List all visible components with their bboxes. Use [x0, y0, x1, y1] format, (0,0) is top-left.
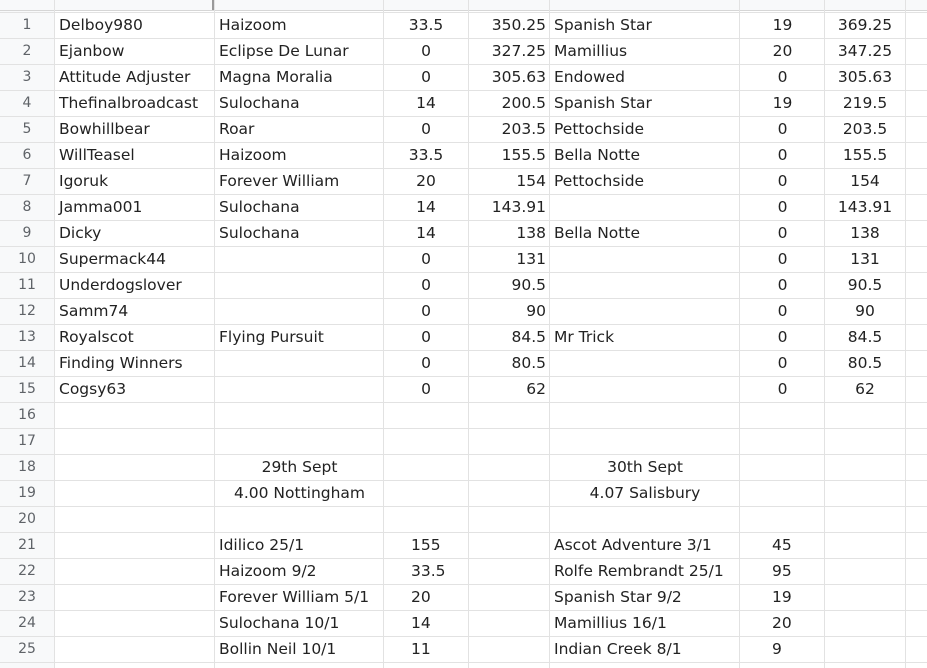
row-number: 9	[22, 225, 32, 241]
row-number: 22	[18, 563, 36, 579]
total-1-cell[interactable]: 90.5	[511, 276, 546, 294]
row-number: 8	[22, 199, 32, 215]
total-2-cell[interactable]: 347.25	[837, 42, 893, 60]
table-row	[0, 298, 927, 324]
result-points-1-cell[interactable]: 14	[411, 614, 431, 632]
total-2-cell[interactable]: 143.91	[837, 198, 893, 216]
player-name-cell[interactable]: Ejanbow	[59, 42, 125, 60]
result-horse-2-cell[interactable]: Spanish Star 9/2	[554, 588, 682, 606]
total-1-cell[interactable]: 143.91	[491, 198, 546, 216]
total-2-cell[interactable]: 155.5	[842, 146, 888, 164]
player-name-cell[interactable]: Finding Winners	[59, 354, 183, 372]
total-1-cell[interactable]: 154	[516, 172, 546, 190]
points-1-cell[interactable]: 14	[416, 198, 436, 216]
table-row	[0, 12, 927, 38]
player-name-cell[interactable]: Underdogslover	[59, 276, 182, 294]
result-horse-1-cell[interactable]: Sulochana 10/1	[219, 614, 340, 632]
player-name-cell[interactable]: WillTeasel	[59, 146, 135, 164]
row-number: 6	[22, 147, 32, 163]
result-horse-2-cell[interactable]: Rolfe Rembrandt 25/1	[554, 562, 724, 580]
result-points-1-cell[interactable]: 33.5	[411, 562, 446, 580]
total-1-cell[interactable]: 131	[516, 250, 546, 268]
total-2-cell[interactable]: 369.25	[837, 16, 893, 34]
row-number: 24	[18, 615, 36, 631]
total-1-cell[interactable]: 155.5	[501, 146, 546, 164]
points-2-cell[interactable]: 20	[772, 42, 793, 60]
player-name-cell[interactable]: Samm74	[59, 302, 129, 320]
total-2-cell[interactable]: 90	[855, 302, 875, 320]
row-number: 14	[18, 355, 36, 371]
table-row	[0, 584, 927, 610]
points-1-cell[interactable]: 0	[421, 250, 431, 268]
pick-2-cell[interactable]: Mamillius	[554, 42, 628, 60]
points-1-cell[interactable]: 0	[421, 42, 431, 60]
race-2-date[interactable]: 30th Sept	[607, 458, 683, 476]
table-row	[0, 142, 927, 168]
pick-1-cell[interactable]: Forever William	[219, 172, 340, 190]
pick-1-cell[interactable]: Magna Moralia	[219, 68, 333, 86]
points-2-cell[interactable]: 0	[777, 328, 788, 346]
row-number: 19	[18, 485, 36, 501]
table-row	[0, 220, 927, 246]
pick-2-cell[interactable]	[550, 272, 740, 298]
row-number: 20	[18, 511, 36, 527]
pick-1-cell[interactable]: Sulochana	[219, 198, 300, 216]
points-2-cell[interactable]: 0	[777, 172, 788, 190]
row-number: 12	[18, 303, 36, 319]
pick-2-cell[interactable]	[550, 376, 740, 402]
points-1-cell[interactable]: 0	[421, 276, 431, 294]
row-number: 3	[22, 69, 32, 85]
player-name-cell[interactable]: Supermack44	[59, 250, 166, 268]
total-2-cell[interactable]: 203.5	[842, 120, 888, 138]
total-2-cell[interactable]: 80.5	[847, 354, 883, 372]
pick-2-cell[interactable]: Pettochside	[554, 120, 645, 138]
row-number: 25	[18, 641, 36, 657]
points-2-cell[interactable]: 0	[777, 146, 788, 164]
points-2-cell[interactable]: 19	[772, 16, 793, 34]
pick-2-cell[interactable]	[550, 246, 740, 272]
row-number: 11	[18, 277, 36, 293]
row-number: 10	[18, 251, 36, 267]
points-1-cell[interactable]: 0	[421, 328, 431, 346]
points-1-cell[interactable]: 33.5	[408, 146, 444, 164]
race-1-date[interactable]: 29th Sept	[261, 458, 338, 476]
table-row	[0, 532, 927, 558]
pick-2-cell[interactable]: Endowed	[554, 68, 625, 86]
total-2-cell[interactable]: 131	[850, 250, 880, 268]
table-row	[0, 506, 927, 532]
points-2-cell[interactable]: 0	[777, 120, 788, 138]
total-2-cell[interactable]: 138	[850, 224, 880, 242]
table-row	[0, 636, 927, 662]
points-1-cell[interactable]: 0	[421, 380, 431, 398]
points-2-cell[interactable]: 0	[777, 354, 788, 372]
points-2-cell[interactable]: 0	[777, 302, 788, 320]
row-number: 1	[22, 17, 32, 33]
total-1-cell[interactable]: 200.5	[501, 94, 546, 112]
result-horse-1-cell[interactable]: Haizoom 9/2	[219, 562, 317, 580]
player-name-cell[interactable]: Royalscot	[59, 328, 134, 346]
points-2-cell[interactable]: 0	[777, 224, 788, 242]
points-1-cell[interactable]: 14	[416, 224, 436, 242]
race-1-venue[interactable]: 4.00 Nottingham	[233, 484, 366, 502]
points-2-cell[interactable]: 0	[777, 68, 788, 86]
table-row	[0, 168, 927, 194]
table-row	[0, 64, 927, 90]
row-number: 4	[22, 95, 32, 111]
player-name-cell[interactable]: Bowhillbear	[59, 120, 150, 138]
pick-2-cell[interactable]	[550, 298, 740, 324]
player-name-cell[interactable]: Igoruk	[59, 172, 109, 190]
result-points-1-cell[interactable]: 20	[411, 588, 431, 606]
total-2-cell[interactable]: 219.5	[842, 94, 888, 112]
row-number: 23	[18, 589, 36, 605]
points-1-cell[interactable]: 0	[421, 120, 431, 138]
table-row	[0, 272, 927, 298]
total-2-cell[interactable]: 90.5	[847, 276, 883, 294]
row-gridline	[0, 662, 927, 663]
table-row	[0, 194, 927, 220]
row-number: 17	[18, 433, 36, 449]
table-row	[0, 428, 927, 454]
table-row	[0, 116, 927, 142]
result-horse-1-cell[interactable]: Bollin Neil 10/1	[219, 640, 337, 658]
player-name-cell[interactable]: Attitude Adjuster	[59, 68, 191, 86]
result-points-1-cell[interactable]: 155	[411, 536, 441, 554]
points-1-cell[interactable]: 0	[421, 354, 431, 372]
table-row	[0, 90, 927, 116]
table-row	[0, 480, 927, 506]
points-1-cell[interactable]: 0	[421, 68, 431, 86]
table-row	[0, 558, 927, 584]
result-points-2-cell[interactable]: 45	[772, 536, 792, 554]
total-1-cell[interactable]: 90	[526, 302, 546, 320]
total-1-cell[interactable]: 62	[526, 380, 546, 398]
pick-1-cell[interactable]	[215, 298, 383, 324]
pick-1-cell[interactable]	[215, 246, 383, 272]
result-points-2-cell[interactable]: 9	[772, 640, 782, 658]
pick-2-cell[interactable]: Pettochside	[554, 172, 645, 190]
total-1-cell[interactable]: 327.25	[491, 42, 546, 60]
result-horse-2-cell[interactable]: Indian Creek 8/1	[554, 640, 682, 658]
pick-2-cell[interactable]: Bella Notte	[554, 146, 640, 164]
pick-1-cell[interactable]: Haizoom	[219, 146, 287, 164]
row-number: 13	[18, 329, 36, 345]
result-points-2-cell[interactable]: 19	[772, 588, 792, 606]
race-2-venue[interactable]: 4.07 Salisbury	[589, 484, 701, 502]
points-1-cell[interactable]: 20	[416, 172, 436, 190]
result-horse-2-cell[interactable]: Ascot Adventure 3/1	[554, 536, 712, 554]
total-2-cell[interactable]: 154	[850, 172, 880, 190]
player-name-cell[interactable]: Cogsy63	[59, 380, 127, 398]
total-1-cell[interactable]: 84.5	[511, 328, 546, 346]
pick-1-cell[interactable]	[215, 272, 383, 298]
points-2-cell[interactable]: 0	[777, 250, 788, 268]
row-number: 2	[22, 43, 32, 59]
total-1-cell[interactable]: 305.63	[491, 68, 546, 86]
total-2-cell[interactable]: 62	[855, 380, 875, 398]
table-row	[0, 402, 927, 428]
row-number: 15	[18, 381, 36, 397]
pick-1-cell[interactable]	[215, 376, 383, 402]
column-header-bar	[0, 0, 927, 11]
points-1-cell[interactable]: 14	[416, 94, 436, 112]
row-number: 18	[18, 459, 36, 475]
pick-1-cell[interactable]	[215, 350, 383, 376]
table-row	[0, 324, 927, 350]
player-name-cell[interactable]: Dicky	[59, 224, 102, 242]
pick-2-cell[interactable]: Spanish Star	[554, 16, 652, 34]
result-points-1-cell[interactable]: 11	[411, 640, 431, 658]
total-2-cell[interactable]: 305.63	[837, 68, 893, 86]
pick-1-cell[interactable]: Sulochana	[219, 224, 300, 242]
points-1-cell[interactable]: 33.5	[408, 16, 444, 34]
pick-2-cell[interactable]: Mr Trick	[554, 328, 615, 346]
result-horse-2-cell[interactable]: Mamillius 16/1	[554, 614, 667, 632]
table-row	[0, 350, 927, 376]
table-row	[0, 376, 927, 402]
result-horse-1-cell[interactable]: Idilico 25/1	[219, 536, 305, 554]
player-name-cell[interactable]: Thefinalbroadcast	[59, 94, 199, 112]
row-number: 7	[22, 173, 32, 189]
points-1-cell[interactable]: 0	[421, 302, 431, 320]
pick-1-cell[interactable]: Flying Pursuit	[219, 328, 324, 346]
row-number: 21	[18, 537, 36, 553]
pick-1-cell[interactable]: Eclipse De Lunar	[219, 42, 349, 60]
points-2-cell[interactable]: 0	[777, 380, 788, 398]
pick-1-cell[interactable]: Haizoom	[219, 16, 287, 34]
pick-2-cell[interactable]	[550, 350, 740, 376]
total-1-cell[interactable]: 350.25	[491, 16, 546, 34]
total-1-cell[interactable]: 138	[516, 224, 546, 242]
total-1-cell[interactable]: 203.5	[501, 120, 546, 138]
points-2-cell[interactable]: 0	[777, 276, 788, 294]
total-2-cell[interactable]: 84.5	[847, 328, 883, 346]
pick-2-cell[interactable]: Spanish Star	[554, 94, 652, 112]
pick-1-cell[interactable]: Roar	[219, 120, 255, 138]
row-number: 16	[18, 407, 36, 423]
player-name-cell[interactable]: Jamma001	[59, 198, 143, 216]
table-row	[0, 610, 927, 636]
table-row	[0, 454, 927, 480]
result-points-2-cell[interactable]: 20	[772, 614, 792, 632]
table-row	[0, 246, 927, 272]
table-row	[0, 38, 927, 64]
player-name-cell[interactable]: Delboy980	[59, 16, 143, 34]
total-1-cell[interactable]: 80.5	[511, 354, 546, 372]
points-2-cell[interactable]: 0	[777, 198, 788, 216]
pick-2-cell[interactable]: Bella Notte	[554, 224, 640, 242]
result-horse-1-cell[interactable]: Forever William 5/1	[219, 588, 370, 606]
pick-2-cell[interactable]	[550, 194, 740, 220]
pick-1-cell[interactable]: Sulochana	[219, 94, 300, 112]
row-number: 5	[22, 121, 32, 137]
points-2-cell[interactable]: 19	[772, 94, 793, 112]
result-points-2-cell[interactable]: 95	[772, 562, 792, 580]
